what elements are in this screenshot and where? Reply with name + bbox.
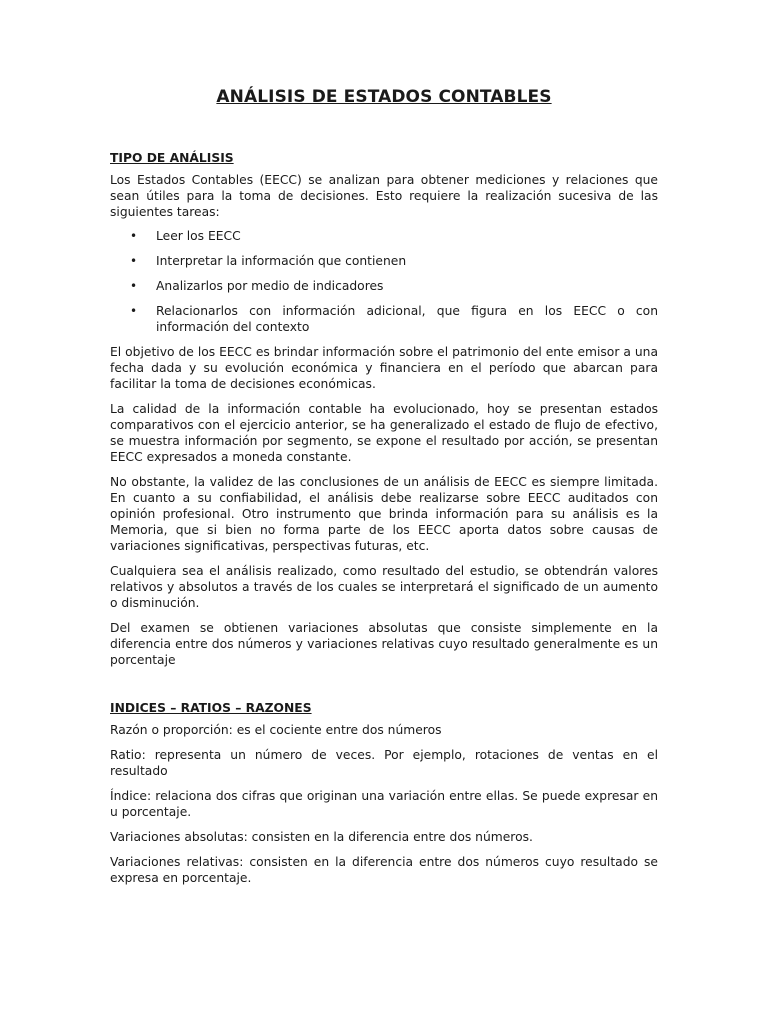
definition-paragraph: Razón o proporción: es el cociente entre dos números (110, 723, 442, 737)
body-paragraph: Del examen se obtienen variaciones absolutas que consiste simplemente en la diferencia entre dos números y variaciones relativas cuyo resultado generalmente es un porcentaje (110, 621, 658, 667)
intro-paragraph: Los Estados Contables (EECC) se analizan para obtener mediciones y relaciones que sean útiles para la toma de decisiones. Esto requiere la realización sucesiva de las siguientes tareas: (110, 173, 658, 219)
bullet-item (110, 228, 658, 244)
definition-paragraph: Variaciones absolutas: consisten en la diferencia entre dos números. (110, 830, 533, 844)
body-paragraph: El objetivo de los EECC es brindar información sobre el patrimonio del ente emisor a una fecha dada y su evolución económica y financiera en el período que abarcan para facilitar la toma de decisiones económicas. (110, 345, 658, 391)
definition-paragraph: Variaciones relativas: consisten en la diferencia entre dos números cuyo resultado se expresa en porcentaje. (110, 855, 658, 885)
section-heading-tipo-de-analisis: TIPO DE ANÁLISIS (110, 151, 234, 165)
bullet-text: Interpretar la información que contienen (156, 254, 407, 268)
task-bullet-list (110, 228, 658, 335)
section-heading-indices-ratios-razones: INDICES – RATIOS – RAZONES (110, 701, 312, 715)
bullet-dot-icon: • (130, 279, 138, 293)
definition-paragraph: Ratio: representa un número de veces. Por ejemplo, rotaciones de ventas en el resultado (110, 748, 658, 778)
bullet-text: Relacionarlos con información adicional, que figura en los EECC o con información del contexto (156, 304, 658, 334)
bullet-item (110, 253, 658, 269)
body-paragraph: La calidad de la información contable ha evolucionado, hoy se presentan estados comparativos con el ejercicio anterior, se ha generalizado el estado de flujo de efectivo, se muestra información por segmento, se expone el resultado por acción, se presentan EECC expresados a moneda constante. (110, 402, 658, 464)
bullet-text: Leer los EECC (156, 229, 241, 243)
bullet-text: Analizarlos por medio de indicadores (156, 279, 384, 293)
bullet-dot-icon: • (130, 229, 138, 243)
bullet-item (110, 303, 658, 335)
body-paragraph: Cualquiera sea el análisis realizado, como resultado del estudio, se obtendrán valores relativos y absolutos a través de los cuales se interpretará el significado de un aumento o disminución. (110, 564, 658, 610)
document-title: ANÁLISIS DE ESTADOS CONTABLES (216, 87, 552, 107)
definition-paragraph: Índice: relaciona dos cifras que originan una variación entre ellas. Se puede expresar en u porcentaje. (110, 789, 658, 819)
bullet-item (110, 278, 658, 294)
body-paragraph: No obstante, la validez de las conclusiones de un análisis de EECC es siempre limitada. En cuanto a su confiabilidad, el análisis debe realizarse sobre EECC auditados con opinión profesional. Otro instrumento que brinda información para su análisis es la Memoria, que si bien no forma parte de los EECC aporta datos sobre causas de variaciones significativas, perspectivas futuras, etc. (110, 475, 658, 553)
bullet-dot-icon: • (130, 304, 138, 318)
bullet-dot-icon: • (130, 254, 138, 268)
